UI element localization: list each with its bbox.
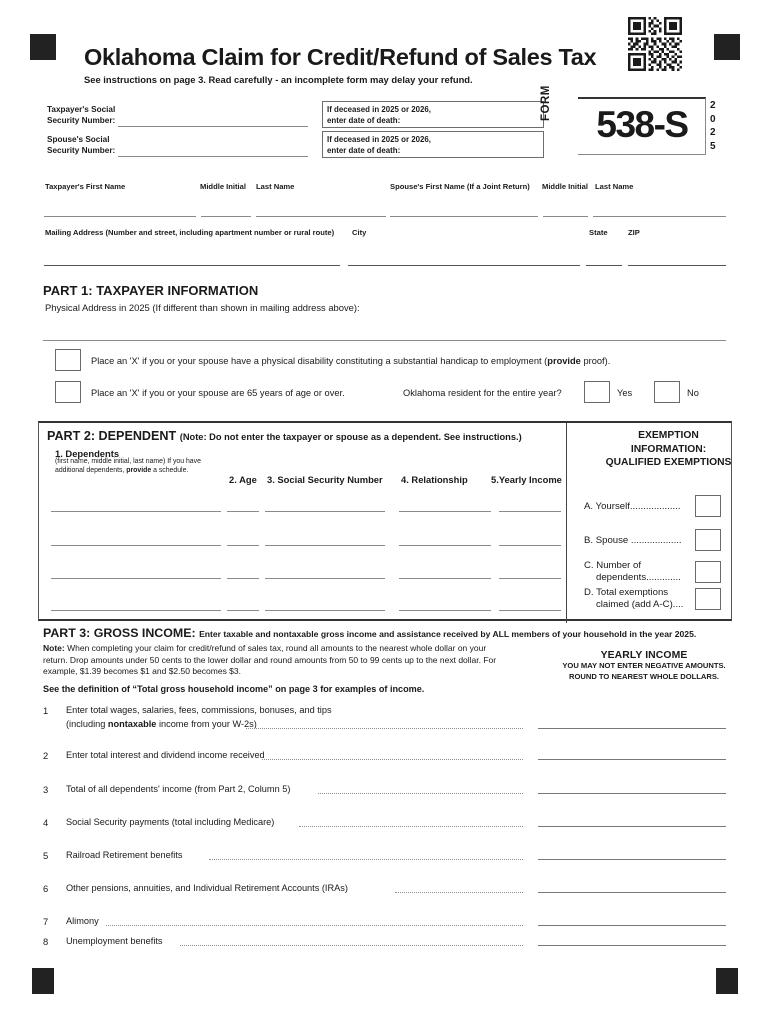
yearly-income-title: YEARLY INCOME (600, 650, 688, 661)
physical-address-label: Physical Address in 2025 (If different than shown in mailing address above): (45, 302, 360, 313)
form-year-digit-2: 0 (710, 113, 716, 125)
income-line-1-text-b3: income from your W-2s) (156, 719, 257, 729)
exemption-total-box[interactable] (695, 588, 721, 610)
part2-heading-main: PART 2: DEPENDENT (47, 429, 177, 443)
income-line-1-text-a: Enter total wages, salaries, fees, commissions, bonuses, and tips (66, 705, 332, 715)
form-year-digit-1: 2 (710, 100, 716, 111)
income-line-5-leader (209, 859, 523, 860)
part3-heading-main: PART 3: GROSS INCOME: (43, 626, 196, 640)
exemption-heading (566, 429, 770, 470)
dependent-income-input[interactable] (499, 511, 561, 512)
resident-question-label: Oklahoma resident for the entire year? (403, 388, 562, 398)
taxpayer-ssn-label (47, 104, 115, 126)
city-input[interactable] (348, 265, 580, 266)
income-line-4-leader (299, 826, 523, 827)
exemption-total-label (584, 587, 683, 610)
spouse-last-name-label: Last Name (595, 182, 634, 191)
zip-label: ZIP (628, 228, 640, 237)
dependent-income-input[interactable] (499, 578, 561, 579)
disability-text-post: proof). (580, 356, 611, 366)
dependent-relationship-input[interactable] (399, 578, 491, 579)
spouse-ssn-label-line2: Security Number: (47, 146, 116, 155)
spouse-deceased-line2: enter date of death: (327, 145, 401, 155)
dependent-ssn-input[interactable] (265, 511, 385, 512)
income-line-2-leader (262, 759, 523, 760)
part2-col1-sub-line1: (first name, middle initial, last name) If you have (55, 458, 201, 465)
exemption-dependents-box[interactable] (695, 561, 721, 583)
dependent-ssn-input[interactable] (265, 545, 385, 546)
dependent-name-input[interactable] (51, 578, 221, 579)
taxpayer-ssn-input[interactable] (118, 126, 308, 127)
taxpayer-ssn-label-line2: Security Number: (47, 116, 116, 125)
dependent-name-input[interactable] (51, 511, 221, 512)
part2-heading-note: (Note: Do not enter the taxpayer or spouse as a dependent. See instructions.) (179, 432, 522, 442)
part2-col2-header: 2. Age (229, 474, 257, 485)
yearly-income-sub1: YOU MAY NOT ENTER NEGATIVE AMOUNTS. (562, 661, 726, 670)
form-year (710, 99, 716, 153)
exemption-yourself-box[interactable] (695, 495, 721, 517)
exemption-dependents-label-line2: dependents............. (596, 571, 681, 583)
exemption-spouse-label: B. Spouse ................... (584, 535, 682, 546)
income-line-3-number: 3 (43, 784, 49, 795)
form-year-digit-3: 2 (710, 127, 716, 138)
registration-mark-top-right (714, 34, 740, 60)
income-line-7-amount-input[interactable] (538, 925, 726, 926)
mailing-address-label: Mailing Address (Number and street, including apartment number or rural route) (45, 228, 335, 237)
income-line-5-text: Railroad Retirement benefits (66, 850, 183, 860)
income-line-1-number: 1 (43, 705, 49, 716)
taxpayer-ssn-label-line1: Taxpayer's Social (47, 105, 116, 114)
income-line-6-text: Other pensions, annuities, and Individual Retirement Accounts (IRAs) (66, 883, 348, 893)
taxpayer-deceased-line2: enter date of death: (327, 115, 401, 125)
registration-mark-bottom-left (32, 968, 54, 994)
part2-col1-sub-line2a: additional dependents, (55, 467, 127, 475)
resident-no-checkbox[interactable] (654, 381, 680, 403)
income-line-8-text: Unemployment benefits (66, 936, 163, 946)
registration-mark-bottom-right (716, 968, 738, 994)
resident-yes-label: Yes (617, 388, 633, 398)
spouse-ssn-input[interactable] (118, 156, 308, 157)
part2-col1-subtext (55, 457, 245, 476)
dependent-age-input[interactable] (227, 610, 259, 611)
resident-no-label: No (687, 388, 699, 398)
income-line-8-amount-input[interactable] (538, 945, 726, 946)
taxpayer-deceased-line1: If deceased in 2025 or 2026, (327, 105, 431, 114)
dependent-ssn-input[interactable] (265, 610, 385, 611)
exemption-heading-line1: EXEMPTION (638, 430, 699, 441)
taxpayer-last-name-input[interactable] (256, 216, 386, 217)
income-line-6-number: 6 (43, 883, 49, 894)
dependent-name-input[interactable] (51, 610, 221, 611)
zip-input[interactable] (628, 265, 726, 266)
dependent-income-input[interactable] (499, 610, 561, 611)
spouse-first-name-input[interactable] (390, 216, 538, 217)
form-word-label: FORM (540, 85, 552, 121)
part2-col1-header: 1. Dependents (55, 448, 120, 459)
spouse-deceased-line1: If deceased in 2025 or 2026, (327, 135, 431, 144)
disability-text (91, 356, 610, 366)
yearly-income-sub2: ROUND TO NEAREST WHOLE DOLLARS. (568, 671, 720, 681)
resident-yes-checkbox[interactable] (584, 381, 610, 403)
part1-heading: PART 1: TAXPAYER INFORMATION (43, 283, 259, 298)
form-number: 538-S (596, 104, 688, 145)
disability-text-pre: Place an 'X' if you or your spouse have a physical disability constituting a substantial handicap to employment ( (91, 356, 548, 366)
income-line-3-amount-input[interactable] (538, 793, 726, 794)
form-year-digit-4: 5 (710, 140, 716, 152)
spouse-last-name-input[interactable] (593, 216, 726, 217)
taxpayer-first-name-input[interactable] (44, 216, 196, 217)
part2-container (38, 421, 732, 621)
income-line-1-text-b2: nontaxable (107, 719, 157, 729)
spouse-middle-initial-input[interactable] (543, 216, 588, 217)
dependent-relationship-input[interactable] (399, 610, 491, 611)
income-line-2-text: Enter total interest and dividend income received (66, 750, 265, 760)
income-line-1-amount-input[interactable] (538, 728, 726, 729)
part3-note-bold: Note: (43, 643, 65, 653)
spouse-first-name-label: Spouse's First Name (If a Joint Return) (390, 182, 530, 191)
dependent-age-input[interactable] (227, 578, 259, 579)
dependent-income-input[interactable] (499, 545, 561, 546)
dependent-relationship-input[interactable] (399, 545, 491, 546)
exemption-heading-line3: QUALIFIED EXEMPTIONS (605, 457, 732, 468)
income-line-8-leader (180, 945, 523, 946)
part2-col1-sub-line2b: provide (126, 467, 152, 475)
income-line-6-leader (395, 892, 523, 893)
page-subtitle: See instructions on page 3. Read carefully - an incomplete form may delay your refund. (84, 74, 473, 85)
income-line-8-number: 8 (43, 936, 49, 947)
income-line-5-amount-input[interactable] (538, 859, 726, 860)
age65-checkbox[interactable] (55, 381, 81, 403)
income-line-5-number: 5 (43, 850, 49, 861)
part2-col3-header: 3. Social Security Number (267, 474, 383, 485)
income-line-7-number: 7 (43, 916, 49, 927)
dependent-age-input[interactable] (227, 545, 259, 546)
dependent-ssn-input[interactable] (265, 578, 385, 579)
form-number-badge (540, 85, 730, 159)
exemption-total-label-line1: D. Total exemptions (584, 587, 669, 598)
exemption-dependents-label-line1: C. Number of (584, 560, 642, 571)
part3-definition: See the definition of “Total gross household income” on page 3 for examples of income. (43, 684, 425, 694)
spouse-ssn-label (47, 134, 115, 156)
page-title: Oklahoma Claim for Credit/Refund of Sales Tax (84, 44, 597, 70)
taxpayer-middle-initial-input[interactable] (201, 216, 251, 217)
income-line-4-amount-input[interactable] (538, 826, 726, 827)
yearly-income-header (520, 650, 768, 682)
income-line-1-text-b (66, 719, 257, 729)
dependent-name-input[interactable] (51, 545, 221, 546)
mailing-address-input[interactable] (44, 265, 340, 266)
taxpayer-middle-initial-label: Middle Initial (200, 182, 246, 191)
income-line-4-text: Social Security payments (total including Medicare) (66, 817, 275, 827)
dependent-relationship-input[interactable] (399, 511, 491, 512)
taxpayer-first-name-label: Taxpayer's First Name (45, 182, 126, 191)
taxpayer-last-name-label: Last Name (256, 182, 295, 191)
part2-col1-sub-line2c: a schedule. (151, 467, 189, 475)
income-line-6-amount-input[interactable] (538, 892, 726, 893)
part3-heading (43, 626, 696, 640)
spouse-middle-initial-label: Middle Initial (542, 182, 588, 191)
part2-heading (47, 429, 522, 443)
state-input[interactable] (586, 265, 622, 266)
income-line-2-number: 2 (43, 750, 49, 761)
registration-mark-top-left (30, 34, 56, 60)
part3-note-text: When completing your claim for credit/refund of sales tax, round all amounts to the nearest whole dollar on your return. Drop amounts under 50 cents to the lower dollar and round amounts from 50 to 99 cents up to the next dollar. For example, $1.39 becomes $1 and $2.50 becomes $3. (43, 643, 497, 677)
exemption-total-label-line2: claimed (add A-C).... (596, 598, 684, 610)
qr-code-icon (628, 17, 682, 71)
income-line-2-amount-input[interactable] (538, 759, 726, 760)
state-label: State (589, 228, 608, 237)
disability-text-bold: provide (547, 356, 581, 366)
exemption-spouse-box[interactable] (695, 529, 721, 551)
dependent-age-input[interactable] (227, 511, 259, 512)
form-number-frame (578, 97, 706, 155)
income-line-1-leader (246, 728, 523, 729)
spouse-ssn-label-line1: Spouse's Social (47, 135, 110, 144)
part2-col5-header: 5.Yearly Income (491, 474, 562, 485)
city-label: City (352, 228, 367, 237)
income-line-3-leader (318, 793, 523, 794)
taxpayer-date-of-death-field[interactable] (322, 101, 544, 128)
income-line-7-leader (106, 925, 523, 926)
exemption-dependents-label (584, 560, 681, 583)
part3-heading-rest: Enter taxable and nontaxable gross income and assistance received by ALL members of your household in the year 2025. (199, 629, 697, 639)
disability-checkbox[interactable] (55, 349, 81, 371)
part2-col4-header: 4. Relationship (401, 474, 468, 485)
income-line-1-text-b1: (including (66, 719, 108, 729)
income-line-4-number: 4 (43, 817, 49, 828)
part3-note (43, 643, 503, 678)
spouse-date-of-death-field[interactable] (322, 131, 544, 158)
exemption-yourself-label: A. Yourself................... (584, 501, 681, 512)
age65-text: Place an 'X' if you or your spouse are 65 years of age or over. (91, 388, 345, 398)
physical-address-input[interactable] (43, 340, 726, 341)
income-line-3-text: Total of all dependents' income (from Part 2, Column 5) (66, 784, 291, 794)
income-line-7-text: Alimony (66, 916, 99, 926)
exemption-heading-line2: INFORMATION: (630, 443, 707, 455)
